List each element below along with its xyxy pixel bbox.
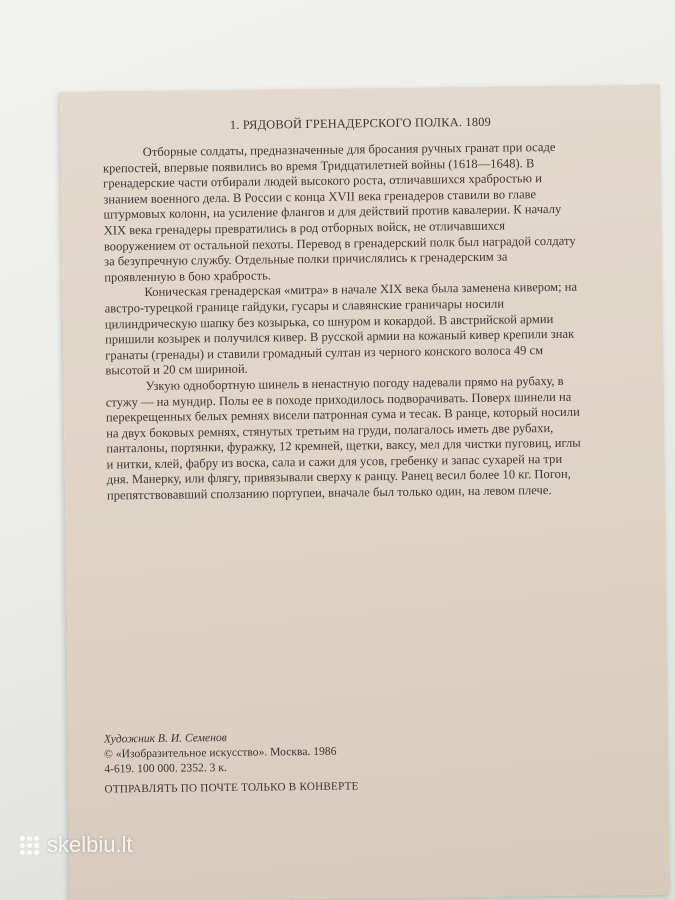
postcard-title: 1. РЯДОВОЙ ГРЕНАДЕРСКОГО ПОЛКА. 1809 <box>229 114 492 132</box>
artist-credit: Художник В. И. Семенов <box>103 731 227 746</box>
watermark <box>20 832 133 858</box>
postcard-body <box>103 140 582 504</box>
paragraph-headgear: Коническая гренадерская «митра» в начале XIX века была заменена кивером; на австро-турецкой границе гайдуки, гусары и славянские граничары носили цилиндрическую шапку без козырька, со шнуром и кокардой. В австрийской армии пришили козырек и получился кивер. В русской армии на кожаный кивер крепили знак гранаты (гренады) и ставили громадный султан из черного конского волоса 49 см высотой и 20 см шириной. <box>104 280 578 378</box>
paragraph-uniform: Узкую однобортную шинель в ненастную погоду надевали прямо на рубаху, в стужу — на мундир. Полы ее в походе приходилось подворачивать. Поверх шинели на перекрещенных белых ремнях висели патронная сума и тесак. В ранце, который носили на двух боковых ремнях, стянутых третьим на груди, полагалось иметь две рубахи, панталоны, портянки, фуражку, 12 кремней, щетки, ваксу, мел для чистки пуговиц, иглы и нитки, клей, фабру из воска, сала и сажи для усов, гребенку и запас сухарей на три дня. Манерку, или флягу, привязывали сверху к ранцу. Ранец весил более 10 кг. Погон, препятствовавший сползанию портупеи, вначале был только один, на левом плече. <box>105 373 581 503</box>
dots-logo-icon <box>20 836 39 855</box>
watermark-text: skelbiu.lt <box>47 832 133 857</box>
print-info: 4-619. 100 000. 2352. 3 к. <box>104 761 227 776</box>
paragraph-history: Отборные солдаты, предназначенные для бросания ручных гранат при осаде крепостей, впервые появились во время Тридцатилетней войны (1618—1648). В гренадерские части отбирали людей высокого роста, отличавшихся храбростью и знанием военного дела. В России с конца XVII века гренадеров ставили во главе штурмовых колонн, на усиление флангов и для действий против кавалерии. К началу XIX века гренадеры превратились в род отборных войск, не отличавшихся вооружением от остальной пехоты. Перевод в гренадерский полк был наградой солдату за безупречную службу. Отдельные полки причислялись к гренадерским за проявленную в бою храбрость. <box>102 139 576 285</box>
credits-block <box>104 729 337 777</box>
postcard <box>60 85 670 900</box>
publisher-credit: © «Изобразительное искусство». Москва. 1986 <box>104 744 337 761</box>
mailing-notice: ОТПРАВЛЯТЬ ПО ПОЧТЕ ТОЛЬКО В КОНВЕРТЕ <box>104 780 359 796</box>
